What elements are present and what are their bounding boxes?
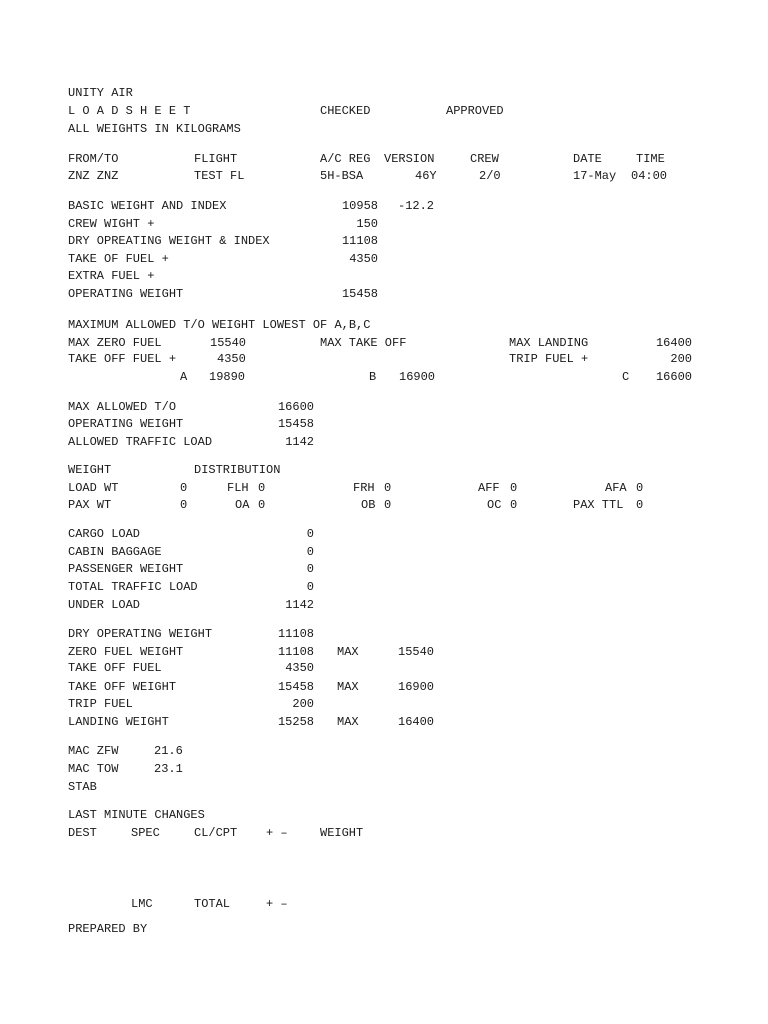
oc-label: OC [487, 498, 502, 512]
afa-label: AFA [605, 481, 627, 495]
max-allowed-to-value: 16600 [277, 400, 314, 414]
lmc-total-plus-minus: + – [266, 897, 288, 911]
summary-trip-fuel-value: 200 [292, 697, 314, 711]
passenger-weight-label: PASSENGER WEIGHT [68, 562, 184, 576]
stab-label: STAB [68, 780, 97, 794]
lw-label: LANDING WEIGHT [68, 715, 169, 729]
cabin-baggage-value: 0 [306, 545, 314, 559]
lmc-cl-cpt-label: CL/CPT [194, 826, 238, 840]
max-zero-fuel-label: MAX ZERO FUEL [68, 336, 162, 350]
lw-max-value: 16400 [398, 715, 435, 729]
basic-weight-value: 10958 [341, 199, 378, 213]
approved-label: APPROVED [446, 104, 504, 118]
oc-value: 0 [510, 498, 518, 512]
max-allowed-heading: MAXIMUM ALLOWED T/O WEIGHT LOWEST OF A,B,C [68, 318, 371, 332]
trip-fuel-label: TRIP FUEL + [509, 352, 589, 366]
lmc-dest-label: DEST [68, 826, 97, 840]
lw-max-label: MAX [337, 715, 359, 729]
mac-zfw-value: 21.6 [154, 744, 183, 758]
limit-b-value: 16900 [399, 370, 436, 384]
tof-value: 4350 [285, 661, 314, 675]
extra-fuel-label: EXTRA FUEL + [68, 269, 155, 283]
operating-weight-value: 15458 [341, 287, 378, 301]
afa-value: 0 [636, 481, 644, 495]
tow-max-value: 16900 [398, 680, 435, 694]
basic-weight-label: BASIC WEIGHT AND INDEX [68, 199, 227, 213]
oa-label: OA [235, 498, 250, 512]
flight-label: FLIGHT [194, 152, 238, 166]
mac-tow-label: MAC TOW [68, 762, 119, 776]
take-of-fuel-value: 4350 [349, 252, 378, 266]
flight-value: TEST FL [194, 169, 245, 183]
tow-label: TAKE OFF WEIGHT [68, 680, 177, 694]
date-value: 17-May [573, 169, 617, 183]
tof-label: TAKE OFF FUEL [68, 661, 162, 675]
pax-ttl-label: PAX TTL [573, 498, 624, 512]
lmc-spec-label: SPEC [131, 826, 160, 840]
tow-max-label: MAX [337, 680, 359, 694]
crew-label: CREW [470, 152, 499, 166]
cargo-load-label: CARGO LOAD [68, 527, 141, 541]
take-off-fuel-label: TAKE OFF FUEL + [68, 352, 177, 366]
pax-ttl-value: 0 [636, 498, 644, 512]
max-allowed-to-label: MAX ALLOWED T/O [68, 400, 177, 414]
pax-wt-label: PAX WT [68, 498, 112, 512]
loadsheet-title: L O A D S H E E T [68, 104, 191, 118]
aff-label: AFF [478, 481, 500, 495]
from-to-value: ZNZ ZNZ [68, 169, 119, 183]
zfw-max-value: 15540 [398, 645, 435, 659]
lmc-plus-minus-label: + – [266, 826, 288, 840]
dow-index-label: DRY OPREATING WEIGHT & INDEX [68, 234, 270, 248]
mac-tow-value: 23.1 [154, 762, 183, 776]
zfw-max-label: MAX [337, 645, 359, 659]
lmc-label: LMC [131, 897, 153, 911]
ac-reg-label: A/C REG [320, 152, 371, 166]
lmc-heading: LAST MINUTE CHANGES [68, 808, 205, 822]
mac-zfw-label: MAC ZFW [68, 744, 119, 758]
ob-value: 0 [384, 498, 392, 512]
operating-weight-label: OPERATING WEIGHT [68, 287, 184, 301]
max-take-off-label: MAX TAKE OFF [320, 336, 407, 350]
zfw-label: ZERO FUEL WEIGHT [68, 645, 184, 659]
dow-index-value: 11108 [341, 234, 378, 248]
max-landing-value: 16400 [655, 336, 692, 350]
zfw-value: 11108 [277, 645, 314, 659]
lw-value: 15258 [277, 715, 314, 729]
load-wt-value: 0 [180, 481, 188, 495]
aff-value: 0 [510, 481, 518, 495]
load-wt-label: LOAD WT [68, 481, 119, 495]
allowed-traffic-load-value: 1142 [285, 435, 314, 449]
frh-label: FRH [353, 481, 375, 495]
limit-a-label: A [180, 370, 188, 384]
pax-wt-value: 0 [180, 498, 188, 512]
units-note: ALL WEIGHTS IN KILOGRAMS [68, 122, 241, 136]
version-value: 46Y [415, 169, 437, 183]
passenger-weight-value: 0 [306, 562, 314, 576]
tow-value: 15458 [277, 680, 314, 694]
ob-label: OB [361, 498, 376, 512]
ac-reg-value: 5H-BSA [320, 169, 364, 183]
from-to-label: FROM/TO [68, 152, 119, 166]
airline-name: UNITY AIR [68, 86, 133, 100]
frh-value: 0 [384, 481, 392, 495]
time-label: TIME [636, 152, 665, 166]
limit-c-value: 16600 [655, 370, 692, 384]
total-traffic-load-value: 0 [306, 580, 314, 594]
allowed-traffic-load-label: ALLOWED TRAFFIC LOAD [68, 435, 213, 449]
summary-dow-value: 11108 [277, 627, 314, 641]
take-off-fuel-value: 4350 [217, 352, 246, 366]
flh-label: FLH [227, 481, 249, 495]
crew-value: 2/0 [479, 169, 501, 183]
under-load-label: UNDER LOAD [68, 598, 141, 612]
take-of-fuel-label: TAKE OF FUEL + [68, 252, 169, 266]
trip-fuel-value: 200 [670, 352, 692, 366]
limit-c-label: C [622, 370, 630, 384]
allowed-operating-weight-label: OPERATING WEIGHT [68, 417, 184, 431]
lmc-weight-label: WEIGHT [320, 826, 364, 840]
distribution-heading: DISTRIBUTION [194, 463, 281, 477]
flh-value: 0 [258, 481, 266, 495]
time-value: 04:00 [631, 169, 668, 183]
summary-trip-fuel-label: TRIP FUEL [68, 697, 133, 711]
max-zero-fuel-value: 15540 [210, 336, 247, 350]
total-traffic-load-label: TOTAL TRAFFIC LOAD [68, 580, 198, 594]
checked-label: CHECKED [320, 104, 371, 118]
date-label: DATE [573, 152, 602, 166]
prepared-by-label: PREPARED BY [68, 922, 148, 936]
cabin-baggage-label: CABIN BAGGAGE [68, 545, 162, 559]
crew-weight-value: 150 [356, 217, 378, 231]
summary-dow-label: DRY OPERATING WEIGHT [68, 627, 213, 641]
allowed-operating-weight-value: 15458 [277, 417, 314, 431]
crew-weight-label: CREW WIGHT + [68, 217, 155, 231]
lmc-total-label: TOTAL [194, 897, 231, 911]
max-landing-label: MAX LANDING [509, 336, 589, 350]
oa-value: 0 [258, 498, 266, 512]
weight-heading: WEIGHT [68, 463, 112, 477]
basic-index-value: -12.2 [398, 199, 435, 213]
limit-a-value: 19890 [209, 370, 246, 384]
version-label: VERSION [384, 152, 435, 166]
limit-b-label: B [369, 370, 377, 384]
under-load-value: 1142 [285, 598, 314, 612]
cargo-load-value: 0 [306, 527, 314, 541]
